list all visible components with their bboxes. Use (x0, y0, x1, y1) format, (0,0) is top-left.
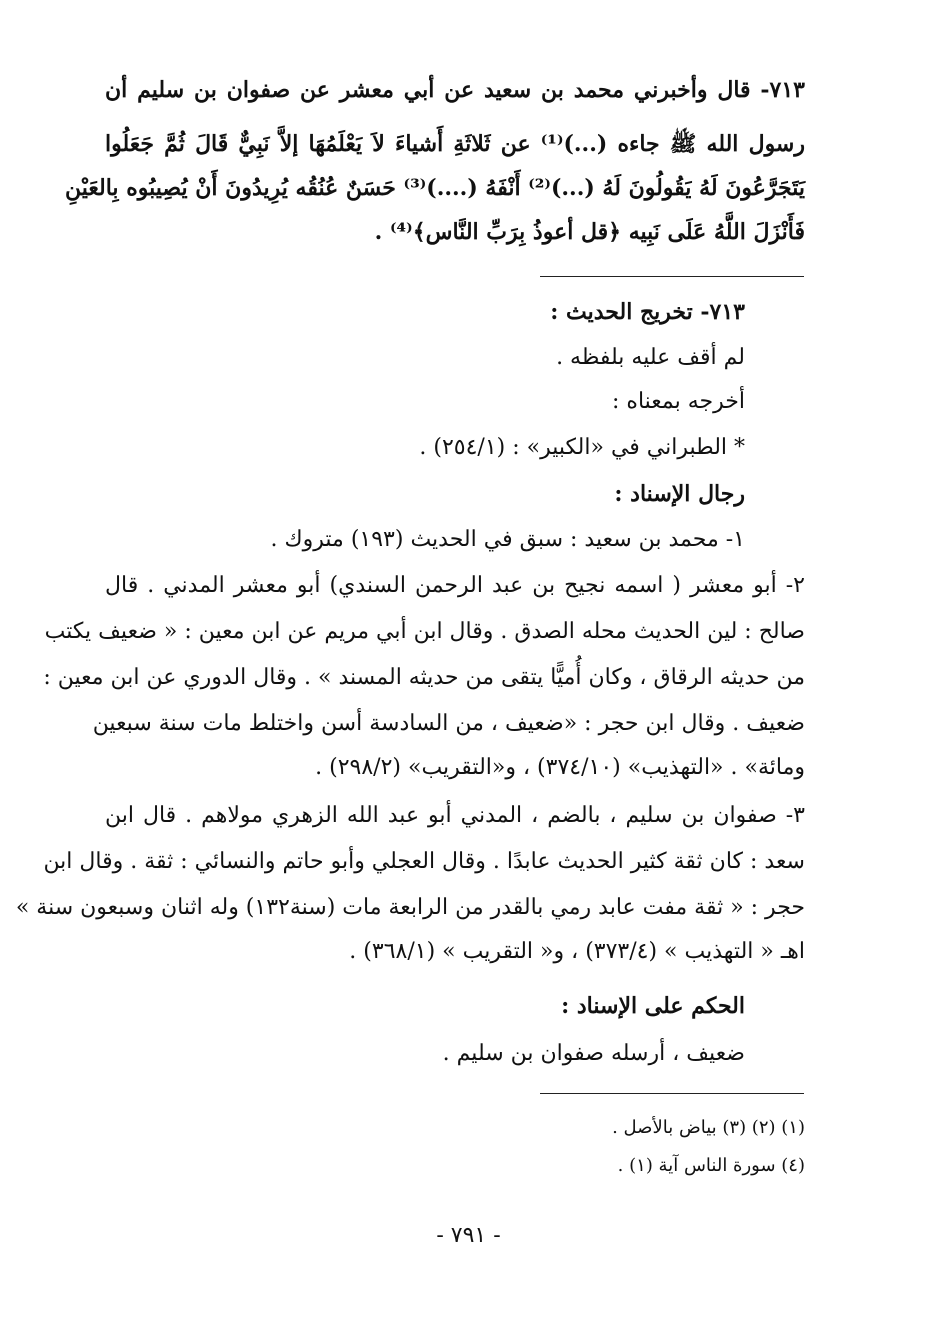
hukm-text: ضعيف ، أرسله صفوان بن سليم . (442, 1041, 745, 1066)
hadith-line-1: ٧١٣- قال وأخبرني محمد بن سعيد عن أبي معشر عن صفوان بن سليم أن (105, 77, 805, 103)
takhrij-heading: ٧١٣- تخريج الحديث : (550, 299, 745, 325)
rijal-line-4: من حديثه الرقاق ، وكان أُميًّا يتقى من حديثه المسند » . وقال الدوري عن ابن معين : (43, 665, 805, 690)
footnote-1: (١) (٢) (٣) بياض بالأصل . (612, 1117, 805, 1138)
hadith-line-4: فَأَنْزَلَ اللَّهُ عَلَى نَبِيه ﴿قل أعوذُ بِرَبِّ النَّاس﴾⁽⁴⁾ . (374, 219, 805, 245)
rijal-line-6: ومائة» . «التهذيب» (٣٧٤/١٠) ، و«التقريب» (٢٩٨/٢) . (315, 755, 805, 780)
takhrij-line-3: * الطبراني في «الكبير» : (٢٥٤/١) . (419, 435, 745, 460)
footnote-2: (٤) سورة الناس آية (١) . (617, 1155, 805, 1176)
rijal-line-1: ١- محمد بن سعيد : سبق في الحديث (١٩٣) متروك . (270, 527, 745, 552)
footnote-divider (540, 1093, 804, 1094)
page-number: - ٧٩١ - (436, 1223, 501, 1248)
rijal-line-8: سعد : كان ثقة كثير الحديث عابدًا . وقال العجلي وأبو حاتم والنسائي : ثقة . وقال ابن (43, 849, 805, 874)
rijal-line-3: صالح : لين الحديث محله الصدق . وقال ابن أبي مريم عن ابن معين : « ضعيف يكتب (44, 619, 805, 644)
hukm-heading: الحكم على الإسناد : (561, 993, 745, 1019)
rijal-line-10: اهـ « التهذيب » (٣٧٣/٤) ، و« التقريب » (٣٦٨/١) . (349, 939, 805, 964)
rijal-line-5: ضعيف . وقال ابن حجر : «ضعيف ، من السادسة أسن واختلط مات سنة سبعين (92, 711, 805, 736)
rijal-line-7: ٣- صفوان بن سليم ، بالضم ، المدني أبو عبد الله الزهري مولاهم . قال ابن (105, 803, 805, 828)
rijal-heading: رجال الإسناد : (614, 481, 745, 507)
rijal-line-2: ٢- أبو معشر ( اسمه نجيح بن عبد الرحمن السندي) أبو معشر المدني . قال (105, 573, 805, 598)
takhrij-line-1: لم أقف عليه بلفظه . (556, 345, 745, 370)
rijal-line-9: حجر : « ثقة مفت عابد رمي بالقدر من الرابعة مات (سنة١٣٢) وله اثنان وسبعون سنة » (15, 895, 805, 920)
section-divider (540, 276, 804, 277)
hadith-line-3: يَتَجَرَّعُونَ لَهُ يَقُولُونَ لَهُ (...)⁽²⁾ أَنْفَهُ (....)⁽³⁾ حَسَنٌ عُنُقُه يُرِيدُونَ أَنْ يُصِيبُوه بِالعَيْنِ (65, 175, 805, 201)
takhrij-line-2: أخرجه بمعناه : (612, 389, 745, 414)
hadith-line-2: رسول الله ﷺ جاءه (...)⁽¹⁾ عن ثَلاثَةِ أَشياءَ لاَ يَعْلَمُهَا إلاَّ نَبِيٌّ قَالَ ثُمَّ جَعَلُوا (105, 131, 805, 157)
